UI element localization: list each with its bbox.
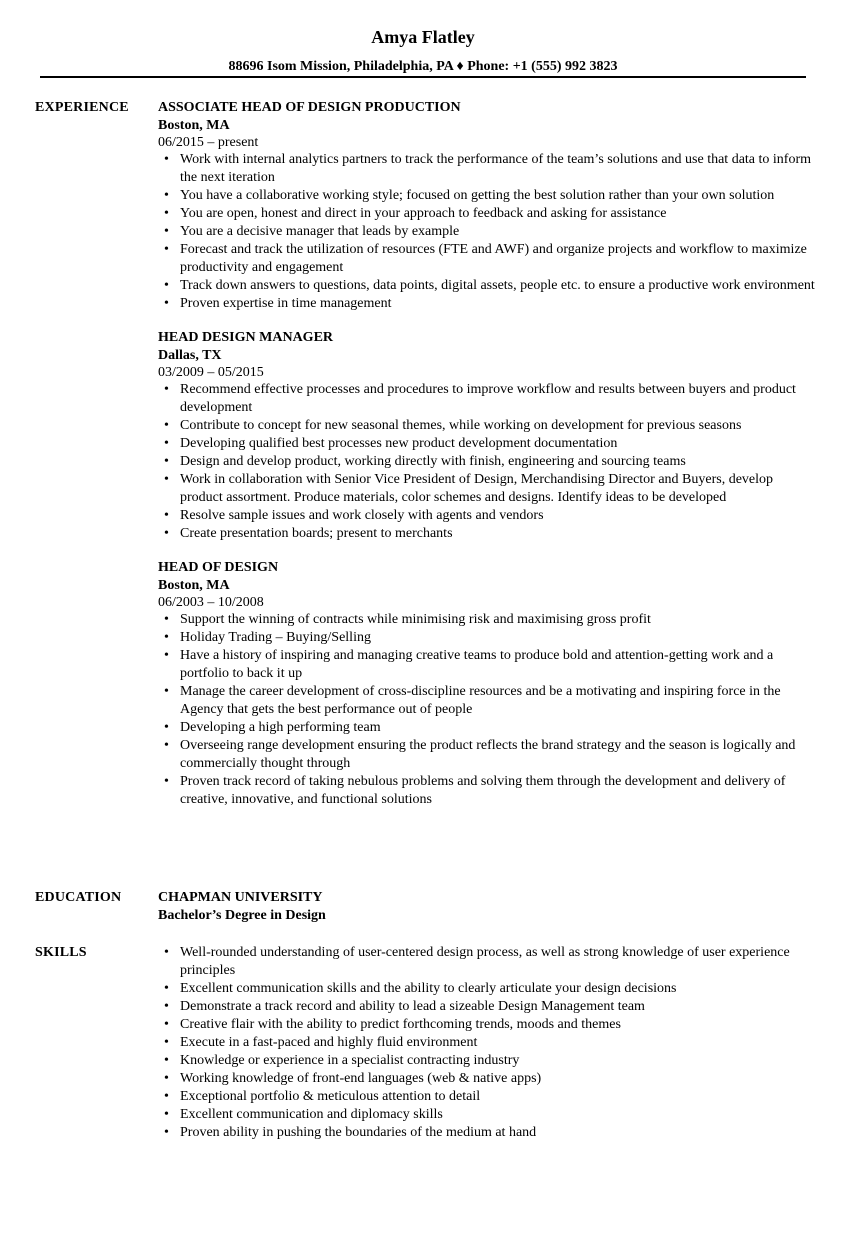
job-bullet: • Proven track record of taking nebulous problems and solving them through the development and delivery of creative, innovative, and functional solutions bbox=[158, 773, 818, 809]
skill-item: • Excellent communication and diplomacy skills bbox=[158, 1106, 818, 1124]
job-bullet: • Resolve sample issues and work closely with agents and vendors bbox=[158, 507, 818, 525]
job-bullet: • Proven expertise in time management bbox=[158, 295, 818, 313]
job-bullets bbox=[158, 611, 818, 809]
job-bullet: • Design and develop product, working directly with finish, engineering and sourcing teams bbox=[158, 453, 818, 471]
job-dates: 06/2003 – 10/2008 bbox=[158, 595, 264, 610]
job-bullet: • Manage the career development of cross-discipline resources and be a motivating and inspiring force in the Agency that gets the best performance out of people bbox=[158, 683, 818, 719]
school-name: CHAPMAN UNIVERSITY bbox=[158, 890, 323, 905]
job-bullet: • You have a collaborative working style; focused on getting the best solution rather than your own solution bbox=[158, 187, 818, 205]
job-entry bbox=[158, 99, 818, 313]
skill-item: • Knowledge or experience in a specialist contracting industry bbox=[158, 1052, 818, 1070]
education-heading: EDUCATION bbox=[35, 890, 122, 905]
job-bullet: • Work with internal analytics partners to track the performance of the team’s solutions and use that data to inform the next iteration bbox=[158, 151, 818, 187]
job-location: Boston, MA bbox=[158, 578, 230, 593]
job-dates: 06/2015 – present bbox=[158, 135, 259, 150]
job-bullet: • Forecast and track the utilization of resources (FTE and AWF) and organize projects and workflow to maximize productivity and engagement bbox=[158, 241, 818, 277]
skills-list bbox=[158, 944, 818, 1142]
job-bullet: • Have a history of inspiring and managing creative teams to produce bold and attention-getting work and a portfolio to back it up bbox=[158, 647, 818, 683]
job-bullet: • Support the winning of contracts while minimising risk and maximising gross profit bbox=[158, 611, 818, 629]
contact-line: 88696 Isom Mission, Philadelphia, PA ♦ Phone: +1 (555) 992 3823 bbox=[228, 59, 618, 74]
candidate-name: Amya Flatley bbox=[371, 27, 475, 47]
job-bullet: • You are a decisive manager that leads by example bbox=[158, 223, 818, 241]
education-body bbox=[158, 889, 818, 924]
skill-item: • Exceptional portfolio & meticulous attention to detail bbox=[158, 1088, 818, 1106]
job-bullet: • Holiday Trading – Buying/Selling bbox=[158, 629, 818, 647]
job-entry bbox=[158, 559, 818, 809]
skill-item: • Working knowledge of front-end languages (web & native apps) bbox=[158, 1070, 818, 1088]
job-title: HEAD OF DESIGN bbox=[158, 560, 279, 575]
experience-heading: EXPERIENCE bbox=[35, 100, 129, 115]
skill-item: • Execute in a fast-paced and highly fluid environment bbox=[158, 1034, 818, 1052]
job-bullet: • Track down answers to questions, data points, digital assets, people etc. to ensure a productive work environment bbox=[158, 277, 818, 295]
job-title: HEAD DESIGN MANAGER bbox=[158, 330, 334, 345]
job-bullets bbox=[158, 151, 818, 313]
job-location: Dallas, TX bbox=[158, 348, 222, 363]
skills-body bbox=[158, 944, 818, 1142]
skill-item: • Proven ability in pushing the boundaries of the medium at hand bbox=[158, 1124, 818, 1142]
job-bullet: • You are open, honest and direct in your approach to feedback and asking for assistance bbox=[158, 205, 818, 223]
job-entry bbox=[158, 329, 818, 543]
job-bullet: • Recommend effective processes and procedures to improve workflow and results between buyers and product development bbox=[158, 381, 818, 417]
skills-heading: SKILLS bbox=[35, 945, 87, 960]
job-dates: 03/2009 – 05/2015 bbox=[158, 365, 264, 380]
job-bullet: • Developing qualified best processes new product development documentation bbox=[158, 435, 818, 453]
job-bullets bbox=[158, 381, 818, 543]
skill-item: • Creative flair with the ability to predict forthcoming trends, moods and themes bbox=[158, 1016, 818, 1034]
job-bullet: • Create presentation boards; present to merchants bbox=[158, 525, 818, 543]
job-bullet: • Contribute to concept for new seasonal themes, while working on development for previous seasons bbox=[158, 417, 818, 435]
job-title: ASSOCIATE HEAD OF DESIGN PRODUCTION bbox=[158, 100, 461, 115]
job-bullet: • Work in collaboration with Senior Vice President of Design, Merchandising Director and Buyers, develop product assortment. Produce materials, color schemes and designs. Identify ideas to be developed bbox=[158, 471, 818, 507]
degree: Bachelor’s Degree in Design bbox=[158, 908, 326, 923]
job-bullet: • Overseeing range development ensuring the product reflects the brand strategy and the season is logically and commercially thought through bbox=[158, 737, 818, 773]
header-divider bbox=[40, 76, 806, 78]
experience-body bbox=[158, 99, 818, 825]
skill-item: • Well-rounded understanding of user-centered design process, as well as strong knowledge of user experience principles bbox=[158, 944, 818, 980]
job-bullet: • Developing a high performing team bbox=[158, 719, 818, 737]
skill-item: • Excellent communication skills and the ability to clearly articulate your design decisions bbox=[158, 980, 818, 998]
skill-item: • Demonstrate a track record and ability to lead a sizeable Design Management team bbox=[158, 998, 818, 1016]
job-location: Boston, MA bbox=[158, 118, 230, 133]
